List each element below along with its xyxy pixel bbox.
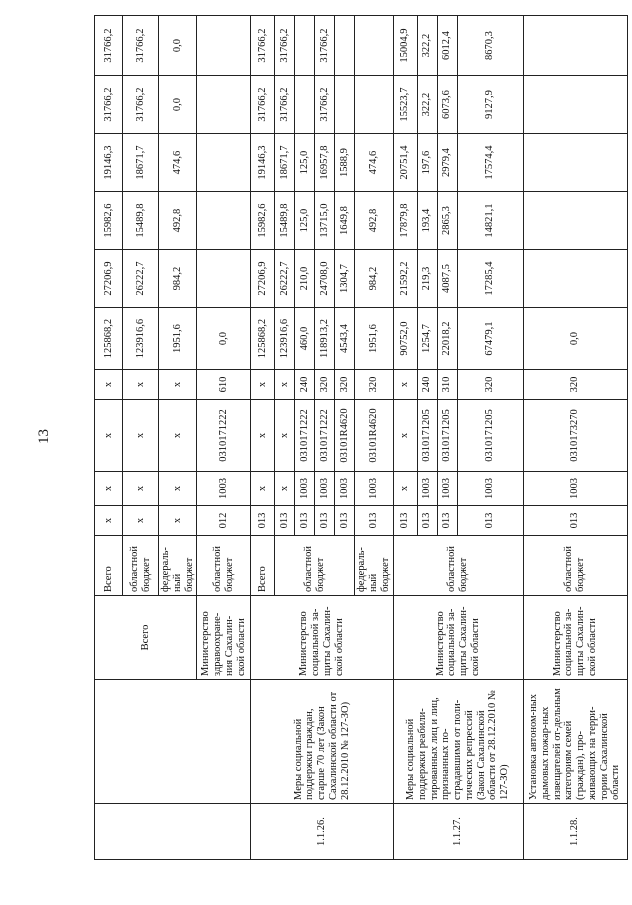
grbs-cell: 013 [335,506,355,536]
table-row [393,16,417,860]
value-cell [523,16,627,76]
csr-cell: 0310171222 [295,400,315,472]
value-cell: 31766,2 [123,16,159,76]
grbs-cell: 013 [523,506,627,536]
grbs-cell: х [123,506,159,536]
csr-cell: 0310171222 [197,400,251,472]
value-cell: 24708,0 [315,250,335,308]
value-cell: 31766,2 [275,16,295,76]
measure-name: Меры социальной поддержки граждан, старше 70 лет (Закон Сахалинской области от 28.12.2010 № 127-ЗО) [251,680,393,804]
rzpr-cell: х [95,472,123,506]
grbs-cell: 013 [437,506,457,536]
measure-name: Меры социальной поддержки реабили-тированных лиц и лиц, признанных по-страдавшими от поли-тических репрессий (Закон Сахалинской области от 28.12.2010 № 127-ЗО) [393,680,523,804]
value-cell: 31766,2 [251,16,275,76]
value-cell: 0,0 [159,16,197,76]
ministry-cell: Министерство социальной за-щиты Сахалин-ской области [523,596,627,680]
value-cell: 210,0 [295,250,315,308]
vr-cell: 240 [295,370,315,400]
rzpr-cell: 1003 [417,472,437,506]
value-cell: 13715,0 [315,192,335,250]
csr-cell: х [251,400,275,472]
value-cell [197,192,251,250]
value-cell: 31766,2 [275,76,295,134]
value-cell: 16957,8 [315,134,335,192]
vr-cell: 320 [355,370,393,400]
source-cell: Всего [251,536,275,596]
item-number: 1.1.26. [251,804,393,860]
source-cell: областной бюджет [123,536,159,596]
value-cell: 474,6 [355,134,393,192]
grbs-cell: 013 [457,506,523,536]
budget-table [94,15,628,860]
csr-cell: 0310171205 [457,400,523,472]
value-cell: 15982,6 [95,192,123,250]
value-cell: 31766,2 [95,76,123,134]
grbs-cell: х [95,506,123,536]
rzpr-cell: х [393,472,417,506]
value-cell: 31766,2 [315,16,335,76]
grbs-cell: 013 [251,506,275,536]
value-cell [355,76,393,134]
vr-cell: 320 [315,370,335,400]
value-cell: 26222,7 [275,250,295,308]
value-cell: 19146,3 [95,134,123,192]
value-cell: 492,8 [355,192,393,250]
value-cell: 460,0 [295,308,315,370]
value-cell: 123916,6 [275,308,295,370]
grbs-cell: 013 [315,506,335,536]
value-cell: 21592,2 [393,250,417,308]
value-cell: 0,0 [523,308,627,370]
ministry-cell: Министерство социальной за-щиты Сахалин-ской области [251,596,393,680]
value-cell: 90752,0 [393,308,417,370]
value-cell: 15489,8 [123,192,159,250]
ministry-cell: Министерство социальной за-щиты Сахалин-ской области [393,596,523,680]
vr-cell: 240 [417,370,437,400]
csr-cell: х [159,400,197,472]
measure-name: Установка автоном-ных дымовых пожар-ных извещателей от-дельным категориям семей (граждан), про-живающих на терри-тории Сахалинской области [523,680,627,804]
grbs-cell: 013 [275,506,295,536]
csr-cell: 03101R4620 [355,400,393,472]
rzpr-cell: х [159,472,197,506]
value-cell: 1588,9 [335,134,355,192]
value-cell: 31766,2 [123,76,159,134]
value-cell: 9127,9 [457,76,523,134]
value-cell: 22018,2 [437,308,457,370]
vr-cell: х [159,370,197,400]
value-cell: 1254,7 [417,308,437,370]
item-number: 1.1.28. [523,804,627,860]
csr-cell: х [95,400,123,472]
grbs-cell: 013 [295,506,315,536]
value-cell: 193,4 [417,192,437,250]
value-cell: 492,8 [159,192,197,250]
source-cell: федераль-ный бюджет [355,536,393,596]
value-cell [295,76,315,134]
vr-cell: 320 [335,370,355,400]
source-cell: областной бюджет [523,536,627,596]
value-cell [197,134,251,192]
vr-cell: х [123,370,159,400]
value-cell: 125,0 [295,192,315,250]
empty-no-cell [95,804,251,860]
value-cell: 19146,3 [251,134,275,192]
source-cell: областной бюджет [275,536,355,596]
value-cell: 31766,2 [95,16,123,76]
value-cell: 31766,2 [315,76,335,134]
value-cell [523,192,627,250]
rzpr-cell: 1003 [197,472,251,506]
rzpr-cell: 1003 [295,472,315,506]
rzpr-cell: 1003 [437,472,457,506]
grbs-cell: 012 [197,506,251,536]
value-cell: 118913,2 [315,308,335,370]
value-cell: 0,0 [159,76,197,134]
value-cell [523,250,627,308]
value-cell: 219,3 [417,250,437,308]
value-cell: 125868,2 [251,308,275,370]
value-cell: 1951,6 [159,308,197,370]
ministry-cell: Всего [95,596,197,680]
rzpr-cell: 1003 [523,472,627,506]
csr-cell: х [275,400,295,472]
budget-table-rotated [94,16,622,860]
value-cell: 322,2 [417,16,437,76]
value-cell: 4543,4 [335,308,355,370]
value-cell: 67479,1 [457,308,523,370]
source-cell: Всего [95,536,123,596]
csr-cell: 0310173270 [523,400,627,472]
table-row [95,16,123,860]
value-cell: 20751,4 [393,134,417,192]
table-row [251,16,275,860]
value-cell: 31766,2 [251,76,275,134]
vr-cell: х [393,370,417,400]
grbs-cell: х [159,506,197,536]
csr-cell: х [123,400,159,472]
value-cell: 27206,9 [251,250,275,308]
rzpr-cell: х [251,472,275,506]
value-cell: 125868,2 [95,308,123,370]
value-cell: 15982,6 [251,192,275,250]
value-cell: 984,2 [159,250,197,308]
value-cell: 0,0 [197,308,251,370]
value-cell: 125,0 [295,134,315,192]
rzpr-cell: х [275,472,295,506]
page-number: 13 [36,429,52,444]
value-cell: 197,6 [417,134,437,192]
csr-cell: 0310171205 [437,400,457,472]
vr-cell: 320 [457,370,523,400]
item-number: 1.1.27. [393,804,523,860]
vr-cell: х [95,370,123,400]
value-cell: 1304,7 [335,250,355,308]
csr-cell: 0310171205 [417,400,437,472]
rzpr-cell: х [123,472,159,506]
empty-name-cell [95,680,251,804]
rzpr-cell: 1003 [335,472,355,506]
value-cell: 18671,7 [123,134,159,192]
value-cell: 27206,9 [95,250,123,308]
value-cell: 4087,5 [437,250,457,308]
source-cell: областной бюджет [197,536,251,596]
value-cell: 14821,1 [457,192,523,250]
value-cell: 322,2 [417,76,437,134]
csr-cell: 03101R4620 [335,400,355,472]
grbs-cell: 013 [393,506,417,536]
value-cell [197,76,251,134]
value-cell [523,134,627,192]
vr-cell: 310 [437,370,457,400]
rzpr-cell: 1003 [355,472,393,506]
value-cell: 18671,7 [275,134,295,192]
source-cell: федераль-ный бюджет [159,536,197,596]
value-cell: 15489,8 [275,192,295,250]
value-cell [355,16,393,76]
value-cell: 1951,6 [355,308,393,370]
value-cell: 15004,9 [393,16,417,76]
value-cell: 17285,4 [457,250,523,308]
value-cell: 6073,6 [437,76,457,134]
value-cell: 123916,6 [123,308,159,370]
grbs-cell: 013 [417,506,437,536]
value-cell [335,76,355,134]
value-cell: 2979,4 [437,134,457,192]
value-cell: 26222,7 [123,250,159,308]
grbs-cell: 013 [355,506,393,536]
value-cell [197,250,251,308]
value-cell: 15523,7 [393,76,417,134]
value-cell: 984,2 [355,250,393,308]
value-cell: 17574,4 [457,134,523,192]
value-cell: 6012,4 [437,16,457,76]
value-cell: 8670,3 [457,16,523,76]
value-cell: 17879,8 [393,192,417,250]
ministry-cell: Министерство здравоохране-ния Сахалин-ской области [197,596,251,680]
vr-cell: х [251,370,275,400]
table-row [523,16,627,860]
vr-cell: 610 [197,370,251,400]
value-cell: 474,6 [159,134,197,192]
rzpr-cell: 1003 [457,472,523,506]
value-cell [523,76,627,134]
value-cell: 1649,8 [335,192,355,250]
rzpr-cell: 1003 [315,472,335,506]
value-cell [197,16,251,76]
source-cell: областной бюджет [393,536,523,596]
csr-cell: х [393,400,417,472]
csr-cell: 0310171222 [315,400,335,472]
value-cell [295,16,315,76]
vr-cell: 320 [523,370,627,400]
value-cell [335,16,355,76]
value-cell: 2865,3 [437,192,457,250]
vr-cell: х [275,370,295,400]
